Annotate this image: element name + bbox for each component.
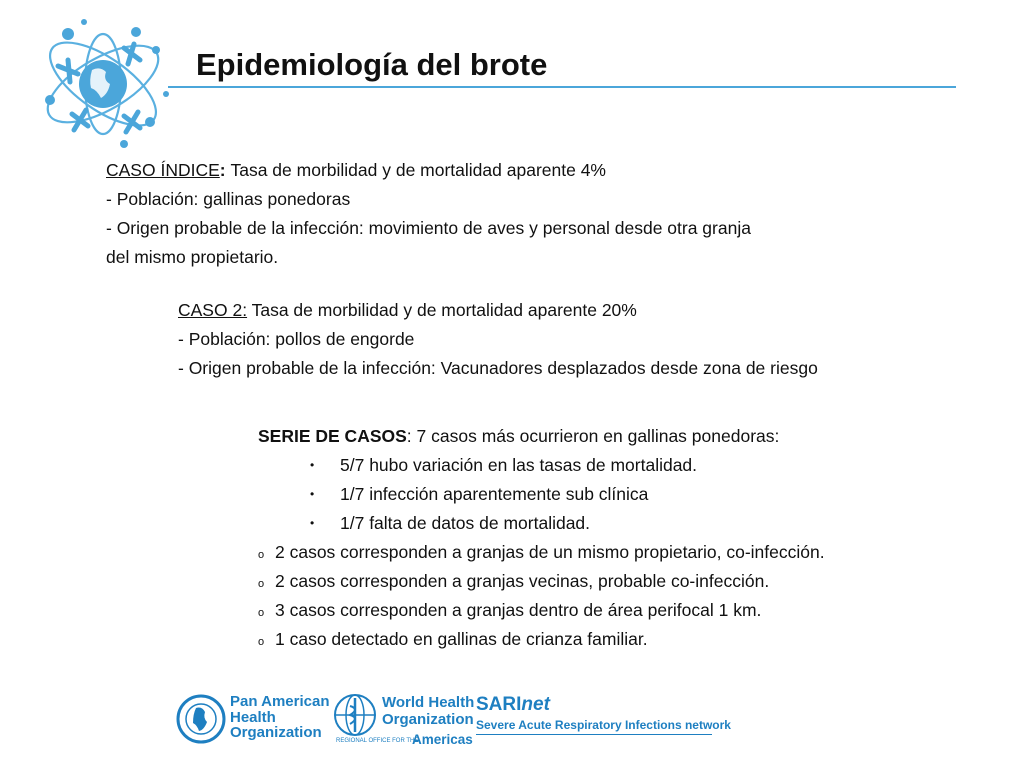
caso-2-heading — [178, 296, 818, 325]
caso-2-label: CASO 2: — [178, 300, 248, 320]
sarinet-wordmark: SARInet — [476, 694, 550, 715]
caso-indice-heading: CASO ÍNDICE: Tasa de morbilidad y de mortalidad aparente 4% — [106, 160, 606, 180]
paho-seal-icon — [176, 694, 226, 744]
who-seal-icon — [332, 692, 378, 738]
who-regional-office: REGIONAL OFFICE FOR THE — [336, 738, 419, 744]
serie-circle-list — [258, 538, 825, 654]
globe-emblem-icon — [28, 4, 178, 154]
caso-2-line: - Población: pollos de engorde — [178, 329, 415, 349]
list-item: • 1/7 falta de datos de mortalidad. — [258, 509, 825, 538]
list-item: • 5/7 hubo variación en las tasas de mortalidad. — [258, 451, 825, 480]
list-item: o 1 caso detectado en gallinas de crianza familiar. — [258, 625, 825, 654]
who-wordmark: World Health Organization — [382, 694, 475, 728]
footer-logos — [176, 692, 736, 752]
serie-dot-list — [258, 451, 825, 538]
title-divider — [168, 86, 956, 88]
serie-section — [258, 422, 825, 654]
caso-indice-section — [106, 156, 751, 269]
list-item: o 3 casos corresponden a granjas dentro de área perifocal 1 km. — [258, 596, 825, 625]
sarinet-description: Severe Acute Respiratory Infections network — [476, 718, 731, 732]
caso-indice-line: - Población: gallinas ponedoras — [106, 189, 351, 209]
who-region: Americas — [412, 732, 473, 747]
caso-indice-rate: Tasa de morbilidad y de mortalidad aparente 4% — [230, 160, 606, 180]
list-item: • 1/7 infección aparentemente sub clínica — [258, 480, 825, 509]
paho-wordmark: Pan American Health Organization — [230, 693, 330, 741]
serie-heading — [258, 422, 825, 451]
list-item: o 2 casos corresponden a granjas vecinas, probable co-infección. — [258, 567, 825, 596]
caso-indice-line: - Origen probable de la infección: movimiento de aves y personal desde otra granja — [106, 218, 751, 238]
sarinet-underline — [476, 734, 712, 735]
page-title: Epidemiología del brote — [196, 47, 548, 82]
serie-summary: : 7 casos más ocurrieron en gallinas ponedoras: — [406, 426, 780, 446]
caso-2-line: - Origen probable de la infección: Vacunadores desplazados desde zona de riesgo — [178, 358, 818, 378]
caso-2-section — [178, 296, 818, 383]
list-item: o 2 casos corresponden a granjas de un mismo propietario, co-infección. — [258, 538, 825, 567]
serie-label: SERIE DE CASOS — [258, 426, 407, 446]
caso-indice-line: del mismo propietario. — [106, 247, 279, 267]
caso-indice-label: CASO ÍNDICE — [106, 160, 220, 180]
caso-2-rate: Tasa de morbilidad y de mortalidad aparente 20% — [251, 300, 637, 320]
